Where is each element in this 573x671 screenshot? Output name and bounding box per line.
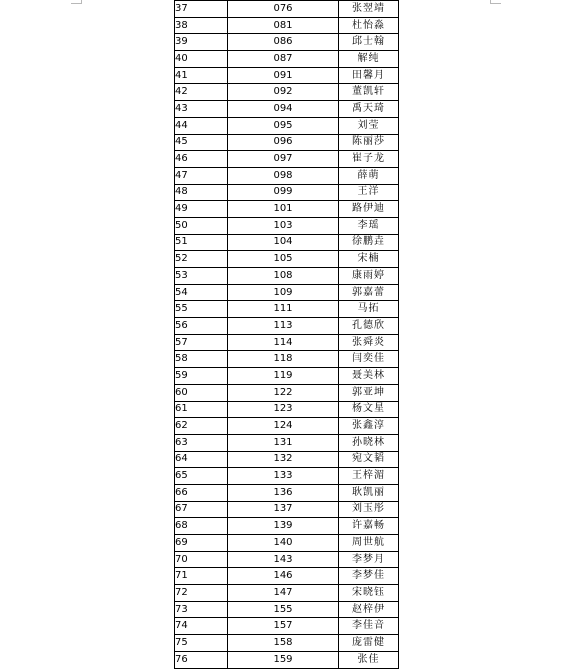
row-number-cell: 43	[175, 101, 228, 118]
student-id-cell: 109	[228, 284, 339, 301]
page-margin-corner-right	[490, 0, 501, 4]
table-row	[175, 301, 399, 318]
student-id-cell: 119	[228, 368, 339, 385]
student-id-cell: 123	[228, 401, 339, 418]
row-number-cell: 76	[175, 651, 228, 668]
student-name-cell: 李梦月	[339, 551, 399, 568]
row-number-cell: 72	[175, 585, 228, 602]
student-id-cell: 101	[228, 201, 339, 218]
student-id-cell: 122	[228, 384, 339, 401]
table-row	[175, 67, 399, 84]
student-id-cell: 091	[228, 67, 339, 84]
table-row	[175, 318, 399, 335]
row-number-cell: 56	[175, 318, 228, 335]
row-number-cell: 45	[175, 134, 228, 151]
student-name-cell: 孔德欣	[339, 318, 399, 335]
row-number-cell: 70	[175, 551, 228, 568]
student-name-cell: 刘玉彤	[339, 501, 399, 518]
row-number-cell: 38	[175, 17, 228, 34]
table-row	[175, 234, 399, 251]
roster-table	[174, 0, 399, 669]
student-name-cell: 刘莹	[339, 117, 399, 134]
student-name-cell: 孙晓林	[339, 434, 399, 451]
student-name-cell: 聂美林	[339, 368, 399, 385]
student-name-cell: 周世航	[339, 535, 399, 552]
table-row	[175, 418, 399, 435]
student-name-cell: 闫奕佳	[339, 351, 399, 368]
table-row	[175, 51, 399, 68]
student-name-cell: 邱士翰	[339, 34, 399, 51]
student-id-cell: 094	[228, 101, 339, 118]
table-row	[175, 585, 399, 602]
student-id-cell: 118	[228, 351, 339, 368]
student-id-cell: 131	[228, 434, 339, 451]
student-name-cell: 解纯	[339, 51, 399, 68]
row-number-cell: 41	[175, 67, 228, 84]
student-id-cell: 099	[228, 184, 339, 201]
table-row	[175, 384, 399, 401]
student-name-cell: 郭亚坤	[339, 384, 399, 401]
student-id-cell: 139	[228, 518, 339, 535]
student-id-cell: 098	[228, 167, 339, 184]
table-row	[175, 101, 399, 118]
row-number-cell: 61	[175, 401, 228, 418]
table-row	[175, 618, 399, 635]
row-number-cell: 44	[175, 117, 228, 134]
table-row	[175, 217, 399, 234]
row-number-cell: 49	[175, 201, 228, 218]
table-row	[175, 117, 399, 134]
student-id-cell: 155	[228, 601, 339, 618]
row-number-cell: 71	[175, 568, 228, 585]
student-name-cell: 路伊迪	[339, 201, 399, 218]
row-number-cell: 50	[175, 217, 228, 234]
student-id-cell: 133	[228, 468, 339, 485]
student-id-cell: 108	[228, 268, 339, 285]
student-id-cell: 132	[228, 451, 339, 468]
table-row	[175, 134, 399, 151]
row-number-cell: 60	[175, 384, 228, 401]
row-number-cell: 64	[175, 451, 228, 468]
table-row	[175, 351, 399, 368]
student-name-cell: 禹天琦	[339, 101, 399, 118]
student-id-cell: 124	[228, 418, 339, 435]
student-id-cell: 140	[228, 535, 339, 552]
student-name-cell: 宋楠	[339, 251, 399, 268]
student-name-cell: 李佳音	[339, 618, 399, 635]
student-name-cell: 张鑫淳	[339, 418, 399, 435]
student-id-cell: 136	[228, 484, 339, 501]
row-number-cell: 46	[175, 151, 228, 168]
table-row	[175, 501, 399, 518]
student-id-cell: 137	[228, 501, 339, 518]
row-number-cell: 47	[175, 167, 228, 184]
student-id-cell: 097	[228, 151, 339, 168]
student-name-cell: 杜怡淼	[339, 17, 399, 34]
student-name-cell: 李瑶	[339, 217, 399, 234]
student-name-cell: 许嘉畅	[339, 518, 399, 535]
page-margin-corner-left	[71, 0, 82, 4]
student-id-cell: 114	[228, 334, 339, 351]
row-number-cell: 63	[175, 434, 228, 451]
student-name-cell: 庞雷健	[339, 635, 399, 652]
row-number-cell: 59	[175, 368, 228, 385]
table-row	[175, 601, 399, 618]
row-number-cell: 53	[175, 268, 228, 285]
student-id-cell: 113	[228, 318, 339, 335]
student-id-cell: 147	[228, 585, 339, 602]
student-id-cell: 092	[228, 84, 339, 101]
student-id-cell: 095	[228, 117, 339, 134]
student-id-cell: 096	[228, 134, 339, 151]
student-name-cell: 耿凯丽	[339, 484, 399, 501]
table-row	[175, 518, 399, 535]
student-id-cell: 159	[228, 651, 339, 668]
row-number-cell: 52	[175, 251, 228, 268]
student-name-cell: 田馨月	[339, 67, 399, 84]
student-id-cell: 104	[228, 234, 339, 251]
student-id-cell: 087	[228, 51, 339, 68]
student-id-cell: 103	[228, 217, 339, 234]
student-id-cell: 081	[228, 17, 339, 34]
row-number-cell: 54	[175, 284, 228, 301]
row-number-cell: 67	[175, 501, 228, 518]
row-number-cell: 69	[175, 535, 228, 552]
table-row	[175, 401, 399, 418]
table-row	[175, 468, 399, 485]
student-name-cell: 王梓湄	[339, 468, 399, 485]
student-id-cell: 111	[228, 301, 339, 318]
row-number-cell: 51	[175, 234, 228, 251]
table-row	[175, 251, 399, 268]
table-row	[175, 268, 399, 285]
row-number-cell: 40	[175, 51, 228, 68]
row-number-cell: 74	[175, 618, 228, 635]
student-name-cell: 董凯轩	[339, 84, 399, 101]
table-row	[175, 34, 399, 51]
student-name-cell: 薛萌	[339, 167, 399, 184]
table-row	[175, 484, 399, 501]
student-id-cell: 146	[228, 568, 339, 585]
student-name-cell: 郭嘉蕾	[339, 284, 399, 301]
row-number-cell: 73	[175, 601, 228, 618]
student-name-cell: 张舜炎	[339, 334, 399, 351]
student-name-cell: 崔子龙	[339, 151, 399, 168]
student-name-cell: 张佳	[339, 651, 399, 668]
student-name-cell: 徐鹏垚	[339, 234, 399, 251]
table-row	[175, 184, 399, 201]
table-row	[175, 434, 399, 451]
student-name-cell: 陈丽莎	[339, 134, 399, 151]
student-id-cell: 157	[228, 618, 339, 635]
row-number-cell: 66	[175, 484, 228, 501]
student-name-cell: 杨文星	[339, 401, 399, 418]
row-number-cell: 58	[175, 351, 228, 368]
table-row	[175, 535, 399, 552]
table-row	[175, 17, 399, 34]
row-number-cell: 57	[175, 334, 228, 351]
row-number-cell: 65	[175, 468, 228, 485]
table-row	[175, 651, 399, 668]
table-row	[175, 151, 399, 168]
student-name-cell: 赵梓伊	[339, 601, 399, 618]
student-id-cell: 105	[228, 251, 339, 268]
student-name-cell: 宋晓钰	[339, 585, 399, 602]
student-id-cell: 143	[228, 551, 339, 568]
row-number-cell: 39	[175, 34, 228, 51]
student-id-cell: 086	[228, 34, 339, 51]
table-row	[175, 167, 399, 184]
table-row	[175, 635, 399, 652]
student-name-cell: 李梦佳	[339, 568, 399, 585]
row-number-cell: 62	[175, 418, 228, 435]
student-id-cell: 158	[228, 635, 339, 652]
table-row	[175, 1, 399, 18]
table-row	[175, 451, 399, 468]
roster-table-body	[175, 1, 399, 669]
row-number-cell: 55	[175, 301, 228, 318]
row-number-cell: 42	[175, 84, 228, 101]
student-id-cell: 076	[228, 1, 339, 18]
table-row	[175, 568, 399, 585]
table-row	[175, 84, 399, 101]
student-name-cell: 张翌靖	[339, 1, 399, 18]
row-number-cell: 37	[175, 1, 228, 18]
student-name-cell: 王洋	[339, 184, 399, 201]
table-row	[175, 368, 399, 385]
student-name-cell: 康雨婷	[339, 268, 399, 285]
row-number-cell: 48	[175, 184, 228, 201]
table-row	[175, 201, 399, 218]
student-name-cell: 宛文韬	[339, 451, 399, 468]
table-row	[175, 284, 399, 301]
table-row	[175, 334, 399, 351]
table-row	[175, 551, 399, 568]
student-name-cell: 马拓	[339, 301, 399, 318]
row-number-cell: 68	[175, 518, 228, 535]
row-number-cell: 75	[175, 635, 228, 652]
